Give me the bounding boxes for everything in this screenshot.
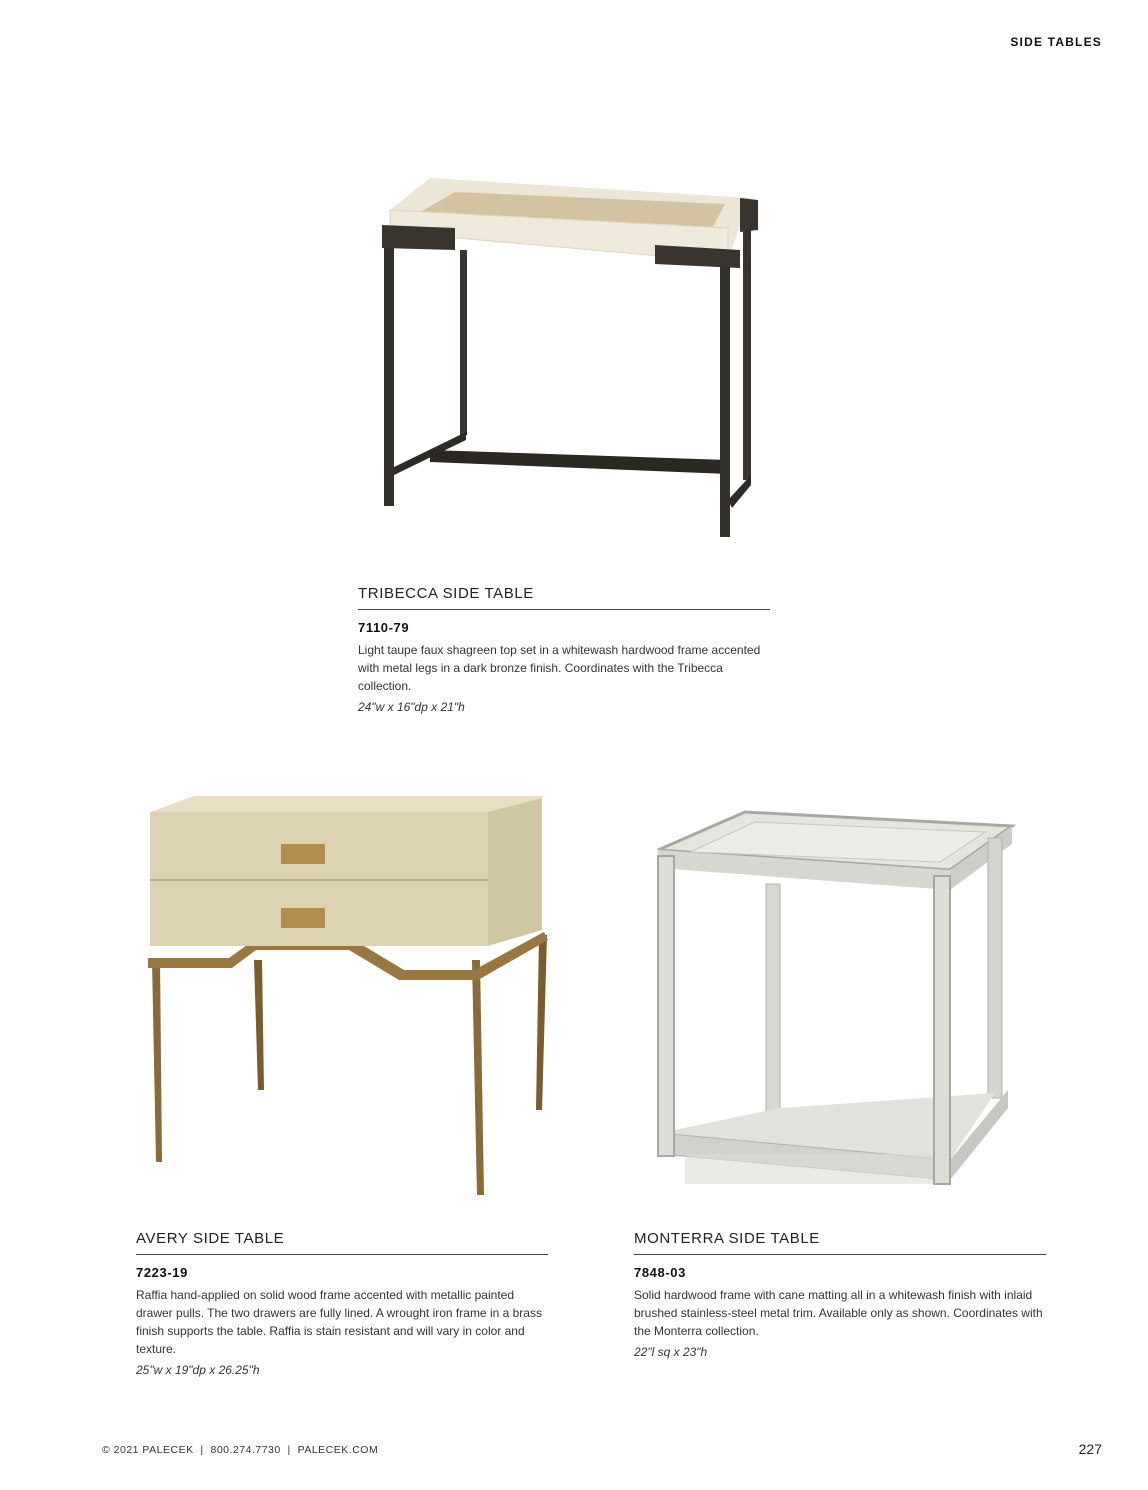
avery-product-block — [136, 1230, 548, 1377]
product-dimensions: 22"l sq x 23"h — [634, 1345, 708, 1359]
tribecca-table-image — [380, 170, 770, 542]
tribecca-product-block — [358, 585, 770, 714]
monterra-product-block — [634, 1230, 1046, 1359]
product-description: Raffia hand-applied on solid wood frame accented with metallic painted drawer pulls. The two drawers are fully lined. A wrought iron frame in a brass finish supports the table. Raffia is stain resistant and will vary in color and texture. — [136, 1288, 542, 1356]
product-description: Solid hardwood frame with cane matting all in a whitewash finish with inlaid brushed stainless-steel metal trim. Available only as shown. Coordinates with the Monterra collection. — [634, 1288, 1043, 1338]
product-description: Light taupe faux shagreen top set in a whitewash hardwood frame accented with metal legs in a dark bronze finish. Coordinates with the Tribecca collection. — [358, 643, 761, 693]
product-sku: 7848-03 — [634, 1265, 686, 1280]
product-dimensions: 25"w x 19"dp x 26.25"h — [136, 1363, 260, 1377]
product-title: TRIBECCA SIDE TABLE — [358, 585, 770, 610]
product-title: MONTERRA SIDE TABLE — [634, 1230, 1046, 1255]
page-number: 227 — [1078, 1441, 1102, 1457]
product-sku: 7110-79 — [358, 620, 410, 635]
footer-info: © 2021 PALECEK | 800.274.7730 | PALECEK.COM — [102, 1444, 379, 1456]
product-title: AVERY SIDE TABLE — [136, 1230, 548, 1255]
avery-table-image — [144, 790, 554, 1200]
monterra-table-image — [650, 808, 1020, 1193]
product-dimensions: 24"w x 16"dp x 21"h — [358, 700, 465, 714]
section-label: SIDE TABLES — [1010, 35, 1102, 49]
product-sku: 7223-19 — [136, 1265, 188, 1280]
